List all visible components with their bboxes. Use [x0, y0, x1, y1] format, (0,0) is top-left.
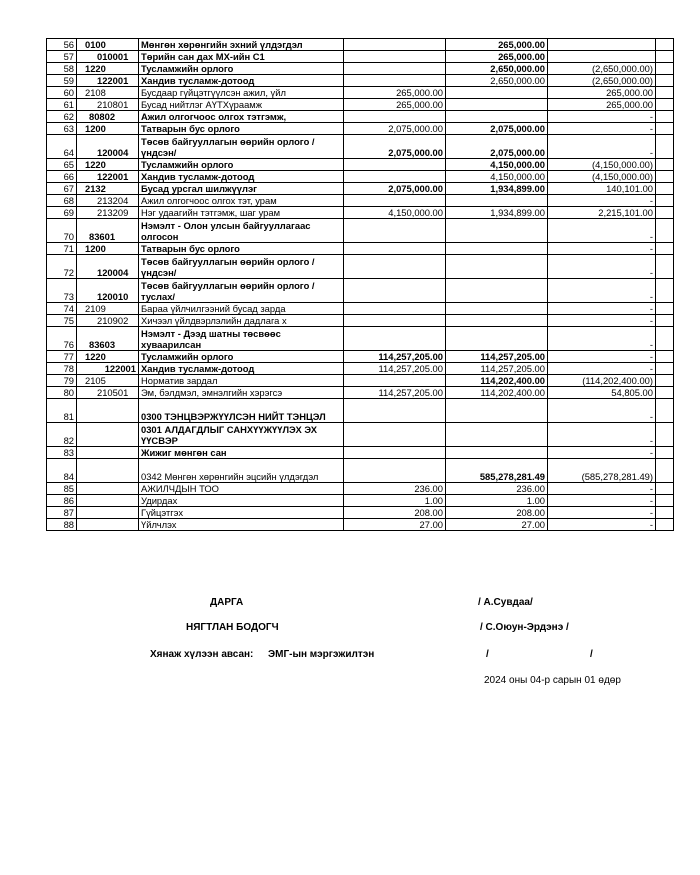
account-code: 122001: [77, 171, 139, 183]
actual-amount: 1,934,899.00: [446, 207, 548, 219]
spare-cell: [656, 183, 674, 195]
account-name: Хичээл үйлдвэрлэлийн дадлага х: [139, 315, 344, 327]
account-code: 2108: [77, 87, 139, 99]
spare-cell: [656, 507, 674, 519]
report-date: 2024 оны 04-р сарын 01 өдөр: [484, 675, 621, 686]
spare-cell: [656, 63, 674, 75]
table-body: [47, 39, 674, 531]
actual-amount: 114,202,400.00: [446, 375, 548, 387]
account-code: 2132: [77, 183, 139, 195]
account-name: Бусад урсгал шилжүүлэг: [139, 183, 344, 195]
row-number: 56: [47, 39, 77, 51]
budget-amount: [344, 375, 446, 387]
difference-amount: 2,215,101.00: [548, 207, 656, 219]
spare-cell: [656, 351, 674, 363]
row-number: 79: [47, 375, 77, 387]
actual-amount: [446, 399, 548, 423]
row-number: 75: [47, 315, 77, 327]
spare-cell: [656, 219, 674, 243]
table-row: [47, 111, 674, 123]
spare-cell: [656, 255, 674, 279]
spare-cell: [656, 375, 674, 387]
difference-amount: -: [548, 219, 656, 243]
row-number: 58: [47, 63, 77, 75]
budget-amount: 236.00: [344, 483, 446, 495]
actual-amount: [446, 327, 548, 351]
table-row: [47, 135, 674, 159]
row-number: 73: [47, 279, 77, 303]
table-row: [47, 39, 674, 51]
account-name: 0342 Мөнгөн хөрөнгийн эцсийн үлдэгдэл: [139, 459, 344, 483]
budget-amount: 114,257,205.00: [344, 363, 446, 375]
row-number: 83: [47, 447, 77, 459]
row-number: 80: [47, 387, 77, 399]
table-row: [47, 75, 674, 87]
budget-amount: [344, 159, 446, 171]
row-number: 57: [47, 51, 77, 63]
budget-amount: 4,150,000.00: [344, 207, 446, 219]
budget-amount: [344, 255, 446, 279]
account-code: 122001: [77, 75, 139, 87]
spare-cell: [656, 99, 674, 111]
row-number: 87: [47, 507, 77, 519]
account-code: [77, 507, 139, 519]
actual-amount: [446, 219, 548, 243]
budget-amount: 2,075,000.00: [344, 183, 446, 195]
difference-amount: -: [548, 447, 656, 459]
account-code: 2109: [77, 303, 139, 315]
difference-amount: (2,650,000.00): [548, 63, 656, 75]
account-name: Нэмэлт - Олон улсын байгууллагаас олгосон: [139, 219, 344, 243]
spare-cell: [656, 303, 674, 315]
reviewer-slash-left: /: [486, 649, 489, 660]
table-row: [47, 363, 674, 375]
account-name: Удирдах: [139, 495, 344, 507]
director-title: ДАРГА: [210, 597, 244, 608]
table-row: [47, 195, 674, 207]
difference-amount: (4,150,000.00): [548, 159, 656, 171]
account-name: Мөнгөн хөрөнгийн эхний үлдэгдэл: [139, 39, 344, 51]
budget-amount: 2,075,000.00: [344, 135, 446, 159]
difference-amount: (585,278,281.49): [548, 459, 656, 483]
difference-amount: -: [548, 351, 656, 363]
account-code: 2105: [77, 375, 139, 387]
account-code: 213209: [77, 207, 139, 219]
actual-amount: 265,000.00: [446, 51, 548, 63]
account-code: 210501: [77, 387, 139, 399]
table-row: [47, 519, 674, 531]
budget-amount: 1.00: [344, 495, 446, 507]
row-number: 71: [47, 243, 77, 255]
row-number: 84: [47, 459, 77, 483]
actual-amount: 4,150,000.00: [446, 171, 548, 183]
spare-cell: [656, 423, 674, 447]
row-number: 67: [47, 183, 77, 195]
spare-cell: [656, 279, 674, 303]
account-name: АЖИЛЧДЫН ТОО: [139, 483, 344, 495]
actual-amount: 2,650,000.00: [446, 63, 548, 75]
budget-amount: [344, 315, 446, 327]
account-code: 83601: [77, 219, 139, 243]
account-code: [77, 447, 139, 459]
account-name: Нэг удаагийн тэтгэмж, шаг урам: [139, 207, 344, 219]
row-number: 65: [47, 159, 77, 171]
actual-amount: [446, 195, 548, 207]
difference-amount: (114,202,400.00): [548, 375, 656, 387]
actual-amount: [446, 111, 548, 123]
account-name: 0301 АЛДАГДЛЫГ САНХҮҮЖҮҮЛЭХ ЭХ ҮҮСВЭР: [139, 423, 344, 447]
budget-amount: [344, 243, 446, 255]
difference-amount: 140,101.00: [548, 183, 656, 195]
actual-amount: 4,150,000.00: [446, 159, 548, 171]
spare-cell: [656, 519, 674, 531]
table-row: [47, 375, 674, 387]
table-row: [47, 423, 674, 447]
actual-amount: [446, 447, 548, 459]
account-name: Эм, бэлдмэл, эмнэлгийн хэрэгсэ: [139, 387, 344, 399]
budget-amount: [344, 459, 446, 483]
row-number: 61: [47, 99, 77, 111]
account-code: 210801: [77, 99, 139, 111]
row-number: 60: [47, 87, 77, 99]
account-code: 010001: [77, 51, 139, 63]
difference-amount: -: [548, 303, 656, 315]
difference-amount: -: [548, 363, 656, 375]
account-code: 120010: [77, 279, 139, 303]
difference-amount: -: [548, 195, 656, 207]
spare-cell: [656, 171, 674, 183]
account-name: 0300 ТЭНЦВЭРЖҮҮЛСЭН НИЙТ ТЭНЦЭЛ: [139, 399, 344, 423]
account-code: 0100: [77, 39, 139, 51]
table-row: [47, 483, 674, 495]
actual-amount: 1.00: [446, 495, 548, 507]
report-table: [46, 38, 674, 531]
account-name: Бараа үйлчилгээний бусад зарда: [139, 303, 344, 315]
row-number: 66: [47, 171, 77, 183]
director-name: / А.Сувдаа/: [478, 597, 533, 608]
table-row: [47, 219, 674, 243]
account-name: Тусламжийн орлого: [139, 351, 344, 363]
table-row: [47, 99, 674, 111]
account-code: 1220: [77, 351, 139, 363]
difference-amount: -: [548, 483, 656, 495]
table-row: [47, 459, 674, 483]
row-number: 76: [47, 327, 77, 351]
spare-cell: [656, 447, 674, 459]
actual-amount: [446, 303, 548, 315]
table-row: [47, 159, 674, 171]
row-number: 86: [47, 495, 77, 507]
spare-cell: [656, 135, 674, 159]
row-number: 69: [47, 207, 77, 219]
spare-cell: [656, 399, 674, 423]
table-row: [47, 399, 674, 423]
table-row: [47, 183, 674, 195]
account-code: 122001: [77, 363, 139, 375]
spare-cell: [656, 207, 674, 219]
spare-cell: [656, 243, 674, 255]
spare-cell: [656, 363, 674, 375]
budget-amount: [344, 75, 446, 87]
budget-amount: [344, 171, 446, 183]
row-number: 64: [47, 135, 77, 159]
budget-amount: 265,000.00: [344, 99, 446, 111]
actual-amount: 2,075,000.00: [446, 135, 548, 159]
account-name: Ажил олгогчоос олгох тэт, урам: [139, 195, 344, 207]
spare-cell: [656, 327, 674, 351]
actual-amount: 585,278,281.49: [446, 459, 548, 483]
actual-amount: 2,075,000.00: [446, 123, 548, 135]
difference-amount: (2,650,000.00): [548, 75, 656, 87]
table-row: [47, 351, 674, 363]
row-number: 85: [47, 483, 77, 495]
actual-amount: 114,257,205.00: [446, 351, 548, 363]
spare-cell: [656, 195, 674, 207]
difference-amount: -: [548, 279, 656, 303]
account-code: [77, 399, 139, 423]
account-code: 120004: [77, 135, 139, 159]
actual-amount: 2,650,000.00: [446, 75, 548, 87]
spare-cell: [656, 111, 674, 123]
account-code: [77, 495, 139, 507]
difference-amount: 265,000.00: [548, 87, 656, 99]
difference-amount: [548, 51, 656, 63]
difference-amount: -: [548, 423, 656, 447]
account-name: Хандив тусламж-дотоод: [139, 75, 344, 87]
difference-amount: 265,000.00: [548, 99, 656, 111]
actual-amount: 27.00: [446, 519, 548, 531]
actual-amount: [446, 279, 548, 303]
account-code: [77, 459, 139, 483]
budget-amount: [344, 327, 446, 351]
row-number: 81: [47, 399, 77, 423]
actual-amount: [446, 423, 548, 447]
difference-amount: -: [548, 399, 656, 423]
spare-cell: [656, 387, 674, 399]
difference-amount: -: [548, 123, 656, 135]
table-row: [47, 123, 674, 135]
account-code: 213204: [77, 195, 139, 207]
budget-amount: 114,257,205.00: [344, 351, 446, 363]
actual-amount: 114,257,205.00: [446, 363, 548, 375]
accountant-name: / С.Оюун-Эрдэнэ /: [480, 622, 569, 633]
difference-amount: -: [548, 315, 656, 327]
row-number: 62: [47, 111, 77, 123]
account-code: 1200: [77, 243, 139, 255]
reviewer-title: ЭМГ-ын мэргэжилтэн: [268, 649, 375, 660]
budget-amount: [344, 219, 446, 243]
budget-amount: [344, 303, 446, 315]
account-name: Үйлчлэх: [139, 519, 344, 531]
row-number: 63: [47, 123, 77, 135]
table-row: [47, 315, 674, 327]
table-row: [47, 327, 674, 351]
row-number: 72: [47, 255, 77, 279]
budget-amount: [344, 447, 446, 459]
account-name: Ажил олгогчоос олгох тэтгэмж,: [139, 111, 344, 123]
budget-amount: 114,257,205.00: [344, 387, 446, 399]
account-name: Нэмэлт - Дээд шатны төсвөөс хуваарилсан: [139, 327, 344, 351]
actual-amount: 1,934,899.00: [446, 183, 548, 195]
account-name: Тусламжийн орлого: [139, 159, 344, 171]
account-name: Бусдаар гүйцэтгүүлсэн ажил, үйл: [139, 87, 344, 99]
difference-amount: (4,150,000.00): [548, 171, 656, 183]
account-name: Бусад нийтлэг АҮТХүраамж: [139, 99, 344, 111]
actual-amount: 208.00: [446, 507, 548, 519]
actual-amount: [446, 99, 548, 111]
account-name: Татварын бус орлого: [139, 243, 344, 255]
difference-amount: -: [548, 111, 656, 123]
account-name: Норматив зардал: [139, 375, 344, 387]
row-number: 77: [47, 351, 77, 363]
table-row: [47, 507, 674, 519]
row-number: 59: [47, 75, 77, 87]
account-code: 1220: [77, 159, 139, 171]
account-code: [77, 519, 139, 531]
table-row: [47, 279, 674, 303]
reviewer-label: Хянаж хүлээн авсан:: [150, 649, 254, 660]
difference-amount: -: [548, 519, 656, 531]
difference-amount: -: [548, 255, 656, 279]
table-row: [47, 63, 674, 75]
account-code: 120004: [77, 255, 139, 279]
account-name: Хандив тусламж-дотоод: [139, 363, 344, 375]
actual-amount: [446, 255, 548, 279]
spare-cell: [656, 123, 674, 135]
budget-amount: [344, 279, 446, 303]
spare-cell: [656, 51, 674, 63]
account-code: 80802: [77, 111, 139, 123]
actual-amount: [446, 243, 548, 255]
budget-amount: [344, 195, 446, 207]
actual-amount: [446, 87, 548, 99]
difference-amount: [548, 39, 656, 51]
difference-amount: -: [548, 135, 656, 159]
table-row: [47, 207, 674, 219]
table-row: [47, 87, 674, 99]
account-name: Төрийн сан дах МХ-ийн С1: [139, 51, 344, 63]
actual-amount: 265,000.00: [446, 39, 548, 51]
table-row: [47, 255, 674, 279]
accountant-title: НЯГТЛАН БОДОГЧ: [186, 622, 279, 633]
spare-cell: [656, 159, 674, 171]
account-code: 1200: [77, 123, 139, 135]
budget-amount: [344, 63, 446, 75]
reviewer-slash-right: /: [590, 649, 593, 660]
row-number: 78: [47, 363, 77, 375]
budget-amount: [344, 51, 446, 63]
spare-cell: [656, 495, 674, 507]
account-code: [77, 423, 139, 447]
difference-amount: 54,805.00: [548, 387, 656, 399]
spare-cell: [656, 87, 674, 99]
table-row: [47, 51, 674, 63]
difference-amount: -: [548, 507, 656, 519]
row-number: 70: [47, 219, 77, 243]
difference-amount: -: [548, 327, 656, 351]
account-name: Төсөв байгууллагын өөрийн орлого /туслах/: [139, 279, 344, 303]
account-name: Гүйцэтгэх: [139, 507, 344, 519]
budget-amount: 265,000.00: [344, 87, 446, 99]
spare-cell: [656, 75, 674, 87]
difference-amount: -: [548, 243, 656, 255]
table-row: [47, 303, 674, 315]
account-code: 83603: [77, 327, 139, 351]
budget-amount: 2,075,000.00: [344, 123, 446, 135]
table-row: [47, 387, 674, 399]
account-name: Тусламжийн орлого: [139, 63, 344, 75]
account-name: Жижиг мөнгөн сан: [139, 447, 344, 459]
account-name: Хандив тусламж-дотоод: [139, 171, 344, 183]
row-number: 88: [47, 519, 77, 531]
spare-cell: [656, 39, 674, 51]
account-code: 1220: [77, 63, 139, 75]
row-number: 74: [47, 303, 77, 315]
budget-amount: [344, 39, 446, 51]
account-code: [77, 483, 139, 495]
table-row: [47, 243, 674, 255]
actual-amount: [446, 315, 548, 327]
difference-amount: -: [548, 495, 656, 507]
account-code: 210902: [77, 315, 139, 327]
table-row: [47, 495, 674, 507]
budget-amount: 208.00: [344, 507, 446, 519]
account-name: Төсөв байгууллагын өөрийн орлого /үндсэн/: [139, 135, 344, 159]
actual-amount: 114,202,400.00: [446, 387, 548, 399]
spare-cell: [656, 315, 674, 327]
budget-amount: [344, 399, 446, 423]
table-row: [47, 447, 674, 459]
table-row: [47, 171, 674, 183]
row-number: 82: [47, 423, 77, 447]
budget-amount: 27.00: [344, 519, 446, 531]
account-name: Татварын бус орлого: [139, 123, 344, 135]
spare-cell: [656, 459, 674, 483]
budget-amount: [344, 111, 446, 123]
account-name: Төсөв байгууллагын өөрийн орлого /үндсэн/: [139, 255, 344, 279]
spare-cell: [656, 483, 674, 495]
budget-amount: [344, 423, 446, 447]
row-number: 68: [47, 195, 77, 207]
actual-amount: 236.00: [446, 483, 548, 495]
